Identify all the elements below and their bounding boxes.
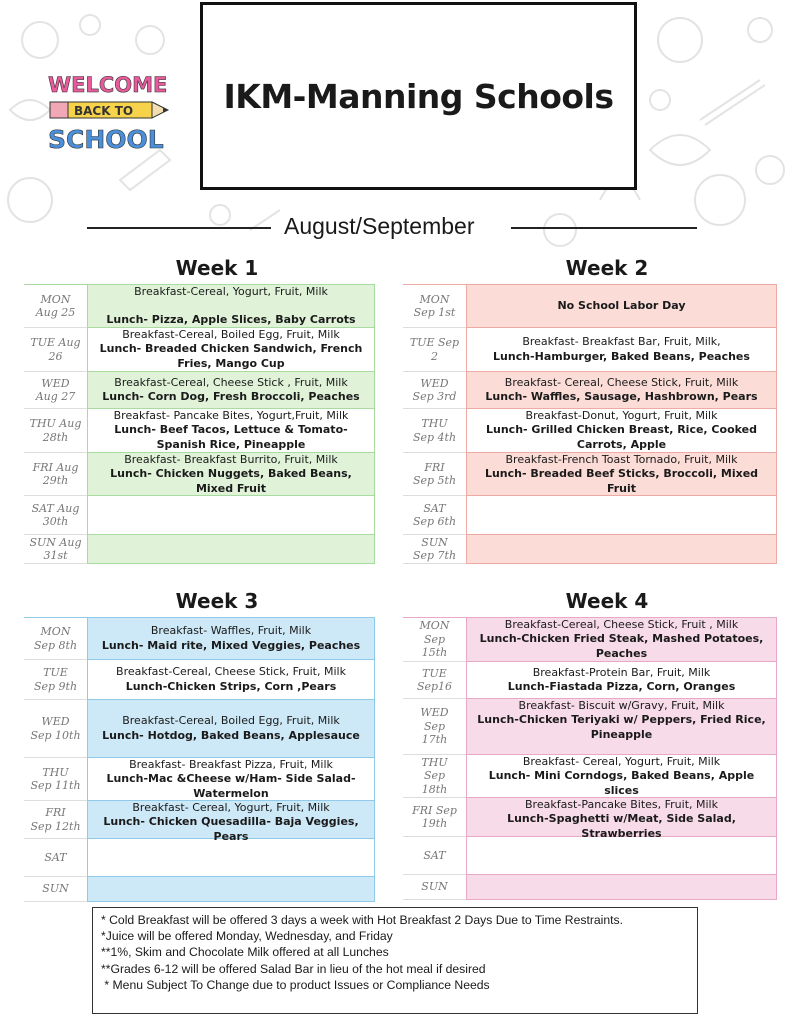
- day-label: [403, 496, 466, 535]
- month-heading: [0, 210, 791, 246]
- breakfast-text: Breakfast- Pancake Bites, Yogurt,Fruit, Milk: [113, 409, 349, 422]
- breakfast-text: Breakfast- Breakfast Burrito, Fruit, Milk: [124, 453, 338, 466]
- day-label: [24, 328, 87, 372]
- breakfast-text: Breakfast-Cereal, Boiled Egg, Fruit, Milk: [122, 714, 340, 727]
- note-line: **Grades 6-12 will be offered Salad Bar in lieu of the hot meal if desired: [101, 961, 486, 976]
- menu-cell: [466, 798, 777, 840]
- day-label-line: THU: [421, 417, 448, 430]
- day-row: [403, 453, 777, 496]
- breakfast-text: Breakfast-French Toast Tornado, Fruit, Milk: [505, 453, 738, 466]
- day-row: [403, 496, 777, 535]
- lunch-text: Lunch-Hamburger, Baked Beans, Peaches: [493, 349, 750, 363]
- title-box: [200, 2, 637, 190]
- day-label: [403, 618, 466, 662]
- day-row: [403, 372, 777, 409]
- day-label-line: 28th: [42, 430, 69, 444]
- breakfast-text: Breakfast- Biscuit w/Gravy, Fruit, Milk: [518, 699, 725, 712]
- day-label-line: THU: [421, 755, 448, 769]
- week-3-title: Week 3: [175, 589, 259, 613]
- day-row: [24, 285, 375, 328]
- day-label: [24, 700, 87, 758]
- day-row: [24, 372, 375, 409]
- lunch-text: Lunch-Chicken Fried Steak, Mashed Potatoes, Peaches: [479, 632, 764, 660]
- day-row: [403, 662, 777, 699]
- day-label: [24, 839, 87, 877]
- menu-cell: [87, 700, 375, 758]
- day-label-line: THU: [42, 765, 69, 779]
- day-label-line: 17th: [421, 733, 448, 747]
- day-label-line: 19th: [421, 817, 448, 830]
- menu-cell: [466, 409, 777, 453]
- day-label-line: FRI: [45, 806, 66, 819]
- day-row: [403, 837, 777, 875]
- day-label-line: Sep 7th: [412, 549, 457, 562]
- day-label-line: TUE Sep: [409, 336, 460, 349]
- day-label-line: FRI Aug: [32, 460, 79, 474]
- day-label-line: Sep 5th: [412, 474, 457, 487]
- logo-welcome-text: WELCOME: [48, 73, 168, 97]
- day-label-line: WED: [41, 715, 70, 728]
- week-1-table: [24, 284, 375, 564]
- breakfast-text: Breakfast-Cereal, Cheese Stick , Fruit, Milk: [114, 375, 348, 389]
- day-label: [403, 875, 466, 900]
- day-row: [24, 877, 375, 902]
- day-label-line: Sep 12th: [30, 819, 81, 833]
- breakfast-text: Breakfast-Cereal, Yogurt, Fruit, Milk: [134, 285, 328, 298]
- logo-school-text: SCHOOL: [48, 125, 164, 154]
- day-row: [403, 755, 777, 798]
- day-label-line: MON: [419, 292, 450, 306]
- day-label: [403, 535, 466, 564]
- lunch-text: Lunch- Pizza, Apple Slices, Baby Carrots: [106, 313, 356, 326]
- week-2-title: Week 2: [565, 256, 649, 280]
- day-label-line: 30th: [42, 515, 69, 528]
- day-label: [24, 535, 87, 564]
- day-row: [403, 875, 777, 900]
- note-line: * Cold Breakfast will be offered 3 days a week with Hot Breakfast 2 Days Due to Time Restraints.: [101, 913, 624, 927]
- lunch-text: Lunch- Grilled Chicken Breast, Rice, Cooked Carrots, Apple: [486, 423, 757, 451]
- day-label-line: WED: [420, 706, 449, 720]
- lunch-text: Lunch- Breaded Beef Sticks, Broccoli, Mixed Fruit: [484, 467, 759, 495]
- day-row: [24, 758, 375, 801]
- breakfast-text: [94, 299, 368, 313]
- breakfast-text: Breakfast- Waffles, Fruit, Milk: [150, 624, 312, 637]
- day-label-line: Sep 1st: [413, 306, 456, 319]
- page-title: IKM-Manning Schools: [223, 76, 614, 116]
- menu-cell: [466, 496, 777, 535]
- day-row: [403, 798, 777, 840]
- month-rule-right: [511, 227, 697, 229]
- week-3-table: [24, 617, 375, 902]
- day-label-line: Sep 6th: [412, 515, 457, 528]
- day-row: [403, 328, 777, 372]
- week-4-table: [403, 617, 777, 900]
- menu-cell: [87, 877, 375, 902]
- welcome-back-to-school-logo: [44, 70, 180, 156]
- breakfast-text: Breakfast-Donut, Yogurt, Fruit, Milk: [525, 409, 718, 422]
- day-label-line: TUE: [422, 666, 447, 680]
- day-label-line: MON: [40, 292, 71, 306]
- day-label-line: 31st: [43, 549, 68, 562]
- menu-cell: [87, 758, 375, 801]
- day-label-line: FRI: [424, 460, 445, 474]
- menu-cell: [87, 496, 375, 535]
- day-label: [24, 877, 87, 902]
- lunch-text: Lunch- Maid rite, Mixed Veggies, Peaches: [101, 638, 361, 652]
- day-row: [24, 409, 375, 453]
- day-label-line: SUN: [421, 880, 448, 894]
- day-label: [24, 285, 87, 328]
- breakfast-text: Breakfast-Cereal, Cheese Stick, Fruit , Milk: [504, 618, 739, 631]
- breakfast-text: Breakfast-Protein Bar, Fruit, Milk: [532, 665, 711, 679]
- day-label-line: SUN Aug: [29, 535, 82, 549]
- note-line: *Juice will be offered Monday, Wednesday, and Friday: [101, 929, 393, 944]
- day-row: [24, 453, 375, 496]
- note-line: **1%, Skim and Chocolate Milk offered at all Lunches: [101, 945, 389, 960]
- day-label-line: 2: [431, 349, 438, 363]
- day-row: [403, 699, 777, 755]
- lunch-text: Lunch- Chicken Nuggets, Baked Beans, Mixed Fruit: [110, 467, 352, 495]
- day-label: [24, 660, 87, 700]
- lunch-text: Lunch-Chicken Strips, Corn ,Pears: [125, 679, 337, 693]
- day-label-line: MON: [40, 625, 71, 638]
- day-label-line: SUN: [421, 535, 448, 549]
- menu-cell: [87, 535, 375, 564]
- day-row: [403, 285, 777, 328]
- day-label-line: Sep: [423, 632, 446, 646]
- menu-cell: [466, 535, 777, 564]
- day-label: [403, 453, 466, 496]
- menu-cell: [466, 755, 777, 798]
- lunch-text: Lunch-Fiastada Pizza, Corn, Oranges: [507, 680, 736, 693]
- week-4-title: Week 4: [565, 589, 649, 613]
- day-label-line: 29th: [42, 474, 69, 487]
- day-label: [403, 798, 466, 837]
- day-label-line: Aug 27: [35, 390, 76, 403]
- day-row: [24, 328, 375, 372]
- breakfast-text: Breakfast-Cereal, Cheese Stick, Fruit, Milk: [116, 665, 346, 678]
- day-label-line: TUE: [43, 666, 68, 679]
- day-label-line: 15th: [421, 646, 448, 660]
- lunch-text: Lunch- Corn Dog, Fresh Broccoli, Peaches: [102, 390, 360, 403]
- menu-cell: [466, 837, 777, 875]
- menu-cell: [466, 618, 777, 662]
- day-label-line: Aug 25: [35, 306, 76, 319]
- menu-cell: [87, 409, 375, 453]
- day-row: [403, 618, 777, 662]
- day-label-line: Sep 4th: [412, 430, 457, 444]
- day-label-line: WED: [41, 376, 70, 390]
- lunch-text: Lunch- Waffles, Sausage, Hashbrown, Pears: [485, 390, 758, 403]
- breakfast-text: [473, 740, 770, 754]
- lunch-text: Lunch- Beef Tacos, Lettuce & Tomato-Spanish Rice, Pineapple: [114, 423, 348, 451]
- menu-cell: [466, 372, 777, 409]
- day-label: [24, 409, 87, 453]
- day-row: [24, 660, 375, 700]
- day-label-line: SAT: [423, 848, 446, 862]
- day-label-line: Sep16: [416, 680, 453, 693]
- menu-cell: [87, 801, 375, 843]
- lunch-text: Lunch- Chicken Quesadilla- Baja Veggies, Pears: [103, 815, 359, 843]
- day-label-line: THU Aug: [29, 417, 82, 430]
- week-1-title: Week 1: [175, 256, 259, 280]
- day-label-line: SAT Aug: [31, 501, 80, 515]
- day-label: [24, 618, 87, 660]
- day-row: [403, 535, 777, 564]
- day-label-line: Sep 11th: [30, 779, 81, 792]
- day-label-line: Sep 3rd: [412, 390, 457, 403]
- menu-cell: [87, 285, 375, 328]
- breakfast-text: Breakfast- Cereal, Yogurt, Fruit, Milk: [522, 755, 721, 768]
- breakfast-text: Breakfast-Pancake Bites, Fruit, Milk: [525, 798, 718, 811]
- logo-back-to-text: BACK TO: [74, 104, 134, 118]
- day-label: [24, 496, 87, 535]
- day-label: [24, 801, 87, 839]
- month-rule-left: [87, 227, 271, 229]
- breakfast-text: Breakfast- Breakfast Pizza, Fruit, Milk: [129, 758, 333, 771]
- day-row: [24, 618, 375, 660]
- day-label-line: FRI Sep: [412, 803, 457, 817]
- breakfast-text: Breakfast- Cereal, Yogurt, Fruit, Milk: [132, 801, 330, 814]
- day-label-line: MON: [419, 619, 450, 633]
- day-row: [24, 801, 375, 843]
- day-label: [403, 285, 466, 328]
- menu-cell: [87, 328, 375, 372]
- day-label-line: Sep 8th: [33, 638, 78, 652]
- lunch-text: Lunch-Spaghetti w/Meat, Side Salad, Strawberries: [507, 812, 736, 840]
- day-row: [403, 409, 777, 453]
- menu-cell: [466, 453, 777, 496]
- month-label: August/September: [284, 213, 475, 239]
- lunch-text: Lunch- Breaded Chicken Sandwich, French Fries, Mango Cup: [99, 342, 363, 370]
- day-label-line: Sep 9th: [33, 679, 78, 693]
- day-label: [403, 662, 466, 699]
- day-label: [403, 372, 466, 409]
- day-label-line: 26: [48, 349, 63, 363]
- day-label: [403, 328, 466, 372]
- day-label-line: TUE Aug: [30, 336, 81, 349]
- menu-cell: [466, 875, 777, 900]
- menu-cell: [466, 662, 777, 699]
- menu-cell: [87, 372, 375, 409]
- menu-cell: [466, 285, 777, 328]
- day-label-line: Sep 10th: [30, 728, 81, 742]
- day-label: [24, 758, 87, 801]
- menu-cell: [87, 660, 375, 700]
- week-2-table: [403, 284, 777, 564]
- lunch-text: Lunch-Chicken Teriyaki w/ Peppers, Fried Rice, Pineapple: [477, 713, 766, 741]
- day-label-line: Sep: [423, 719, 446, 733]
- menu-cell: [87, 453, 375, 496]
- day-row: [24, 496, 375, 535]
- day-label: [24, 453, 87, 496]
- breakfast-text: Breakfast- Cereal, Cheese Stick, Fruit, Milk: [504, 375, 739, 389]
- breakfast-text: Breakfast-Cereal, Boiled Egg, Fruit, Milk: [122, 328, 340, 341]
- day-label-line: SAT: [44, 850, 67, 864]
- day-label-line: SAT: [423, 501, 446, 515]
- day-label: [24, 372, 87, 409]
- menu-cell: [87, 618, 375, 660]
- lunch-text: Lunch- Hotdog, Baked Beans, Applesauce: [102, 728, 360, 742]
- menu-notes: [92, 907, 698, 1014]
- menu-cell: [466, 699, 777, 755]
- lunch-text: Lunch- Mini Corndogs, Baked Beans, Apple slices: [488, 769, 755, 797]
- lunch-text: No School Labor Day: [557, 298, 686, 312]
- menu-cell: [87, 839, 375, 877]
- day-label-line: 18th: [421, 782, 448, 796]
- day-label: [403, 409, 466, 453]
- day-row: [24, 839, 375, 877]
- day-label: [403, 837, 466, 875]
- breakfast-text: Breakfast- Breakfast Bar, Fruit, Milk,: [522, 335, 721, 348]
- note-line: * Menu Subject To Change due to product Issues or Compliance Needs: [101, 977, 490, 992]
- day-row: [24, 535, 375, 564]
- day-label-line: WED: [420, 376, 449, 390]
- day-label: [403, 699, 466, 755]
- day-label: [403, 755, 466, 798]
- day-label-line: SUN: [42, 882, 69, 896]
- day-row: [24, 700, 375, 758]
- lunch-text: Lunch-Mac &Cheese w/Ham- Side Salad-Watermelon: [106, 772, 356, 800]
- menu-cell: [466, 328, 777, 372]
- day-label-line: Sep: [423, 769, 446, 783]
